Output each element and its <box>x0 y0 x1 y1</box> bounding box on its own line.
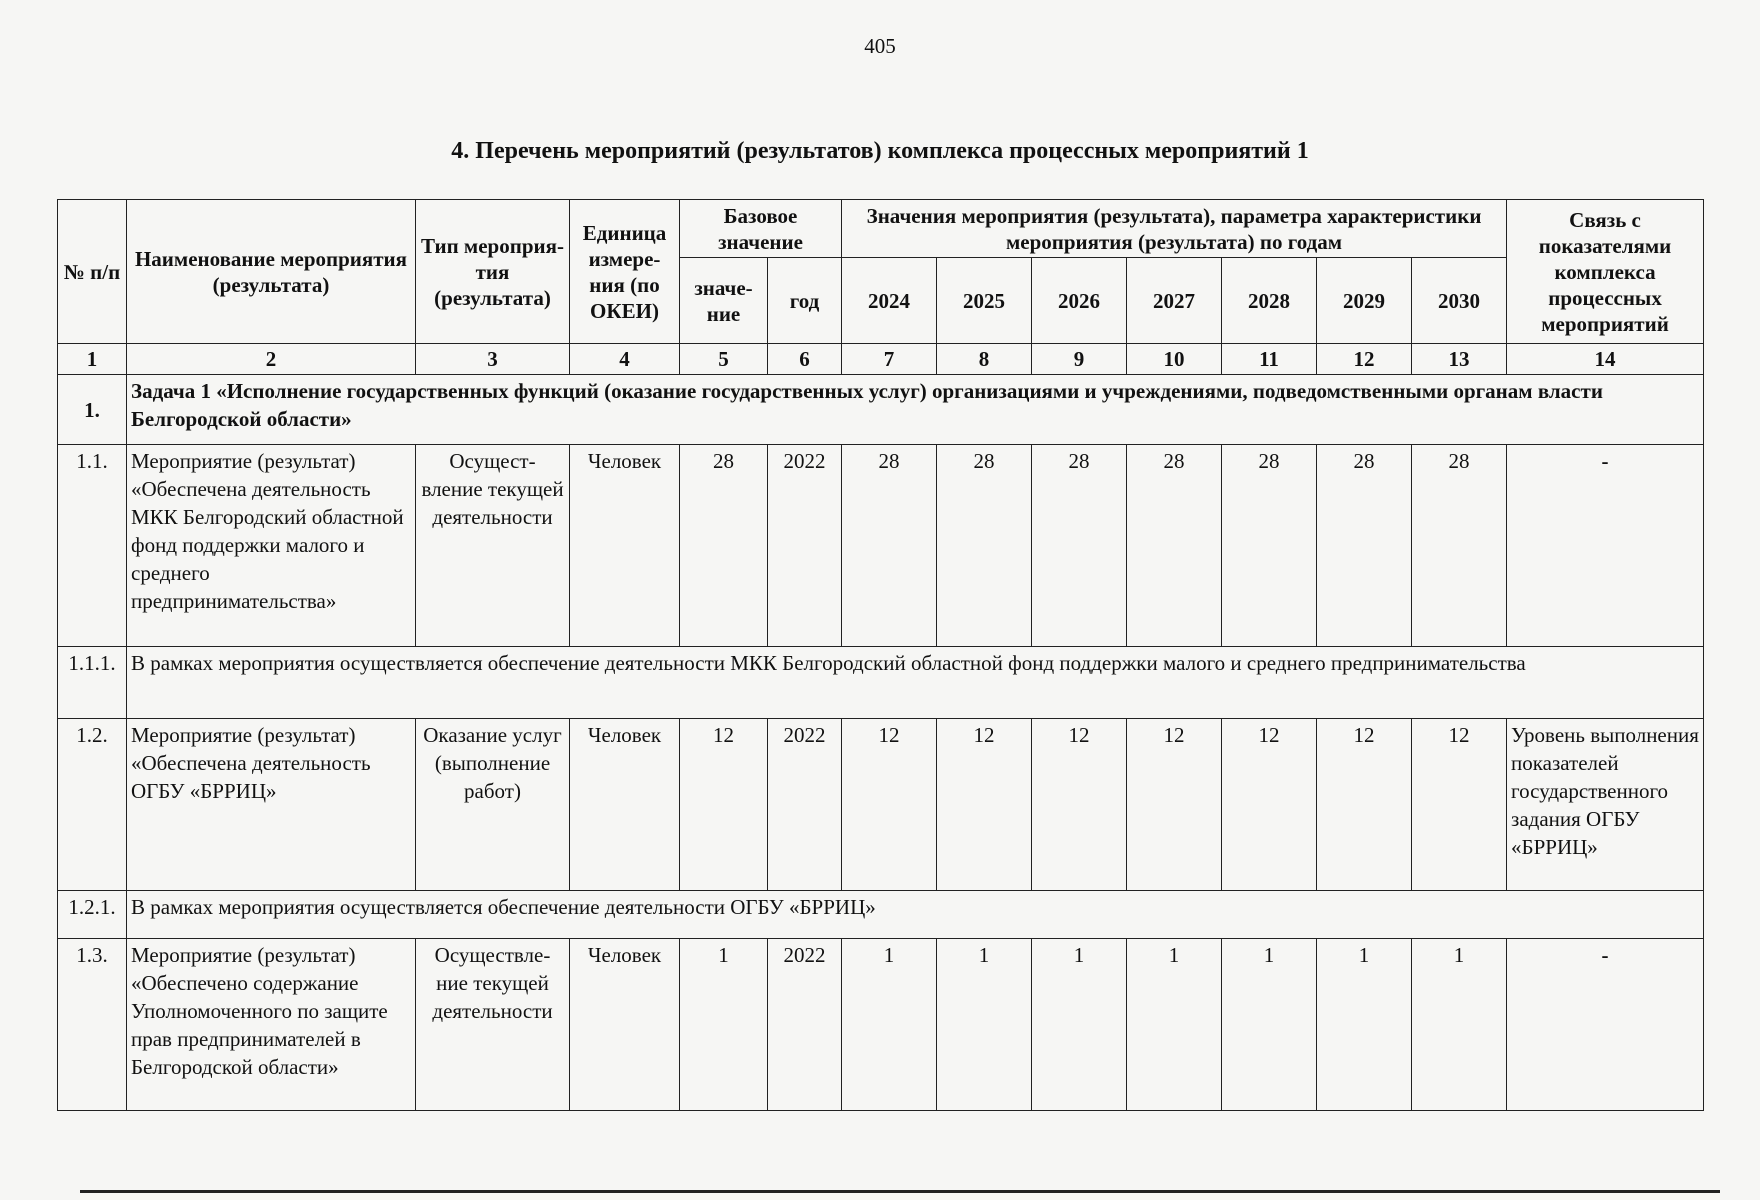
row-sub-text: В рамках мероприятия осуществляется обеспечение деятельности МКК Белгородский областной фонд поддержки малого и среднего предпринимательства <box>127 647 1704 719</box>
row-year-value: 12 <box>1127 719 1222 891</box>
row-year-value: 28 <box>1032 445 1127 647</box>
row-num: 1.1. <box>58 445 127 647</box>
task-text: Задача 1 «Исполнение государственных функций (оказание государственных услуг) организациями и учреждениями, подведомственными органам власти Белгородской области» <box>127 375 1704 445</box>
row-base-year: 2022 <box>768 719 842 891</box>
row-link: - <box>1507 939 1704 1111</box>
header-year: 2028 <box>1222 258 1317 344</box>
row-base-year: 2022 <box>768 445 842 647</box>
row-year-value: 12 <box>1222 719 1317 891</box>
header-base: Базовое значение <box>680 200 842 258</box>
row-year-value: 12 <box>937 719 1032 891</box>
column-number: 4 <box>570 344 680 375</box>
header-year: 2029 <box>1317 258 1412 344</box>
column-number: 7 <box>842 344 937 375</box>
row-year-value: 1 <box>1222 939 1317 1111</box>
row-type: Осуществле-ние текущей деятельности <box>416 939 570 1111</box>
column-number: 9 <box>1032 344 1127 375</box>
header-unit: Единица измере-ния (по ОКЕИ) <box>570 200 680 344</box>
row-year-value: 1 <box>937 939 1032 1111</box>
row-year-value: 1 <box>1032 939 1127 1111</box>
row-type: Оказание услуг (выполнение работ) <box>416 719 570 891</box>
row-base-value: 28 <box>680 445 768 647</box>
column-number-row <box>58 344 1704 375</box>
row-year-value: 12 <box>1032 719 1127 891</box>
header-type: Тип мероприя-тия (результата) <box>416 200 570 344</box>
column-number: 14 <box>1507 344 1704 375</box>
row-base-year: 2022 <box>768 939 842 1111</box>
row-year-value: 12 <box>842 719 937 891</box>
row-year-value: 28 <box>1127 445 1222 647</box>
header-year: 2026 <box>1032 258 1127 344</box>
task-row <box>58 375 1704 445</box>
row-sub-num: 1.2.1. <box>58 891 127 939</box>
column-number: 6 <box>768 344 842 375</box>
header-yearly: Значения мероприятия (результата), параметра характеристики мероприятия (результата) по годам <box>842 200 1507 258</box>
header-link: Связь с показателями комплекса процессных мероприятий <box>1507 200 1704 344</box>
row-year-value: 1 <box>1127 939 1222 1111</box>
row-unit: Человек <box>570 939 680 1111</box>
row-year-value: 28 <box>937 445 1032 647</box>
column-number: 10 <box>1127 344 1222 375</box>
header-year: 2024 <box>842 258 937 344</box>
header-year: 2030 <box>1412 258 1507 344</box>
row-year-value: 28 <box>842 445 937 647</box>
header-year: 2027 <box>1127 258 1222 344</box>
column-number: 11 <box>1222 344 1317 375</box>
column-number: 2 <box>127 344 416 375</box>
table-row <box>58 719 1704 891</box>
row-sub-text: В рамках мероприятия осуществляется обеспечение деятельности ОГБУ «БРРИЦ» <box>127 891 1704 939</box>
row-year-value: 1 <box>842 939 937 1111</box>
row-name: Мероприятие (результат) «Обеспечена деятельность МКК Белгородский областной фонд поддержки малого и среднего предпринимательства» <box>127 445 416 647</box>
row-link: Уровень выполнения показателей государственного задания ОГБУ «БРРИЦ» <box>1507 719 1704 891</box>
table-row <box>58 647 1704 719</box>
row-year-value: 1 <box>1317 939 1412 1111</box>
row-name: Мероприятие (результат) «Обеспечено содержание Уполномоченного по защите прав предпринимателей в Белгородской области» <box>127 939 416 1111</box>
header-year: 2025 <box>937 258 1032 344</box>
row-unit: Человек <box>570 445 680 647</box>
row-year-value: 1 <box>1412 939 1507 1111</box>
row-num: 1.3. <box>58 939 127 1111</box>
page-bottom-rule <box>80 1190 1720 1193</box>
column-number: 13 <box>1412 344 1507 375</box>
row-base-value: 12 <box>680 719 768 891</box>
header-base-year: год <box>768 258 842 344</box>
row-unit: Человек <box>570 719 680 891</box>
row-num: 1.2. <box>58 719 127 891</box>
row-sub-num: 1.1.1. <box>58 647 127 719</box>
header-row-1 <box>58 200 1704 258</box>
row-year-value: 28 <box>1222 445 1317 647</box>
column-number: 12 <box>1317 344 1412 375</box>
column-number: 1 <box>58 344 127 375</box>
row-year-value: 28 <box>1317 445 1412 647</box>
row-link: - <box>1507 445 1704 647</box>
header-base-value: значе-ние <box>680 258 768 344</box>
row-year-value: 12 <box>1412 719 1507 891</box>
column-number: 8 <box>937 344 1032 375</box>
page-number: 405 <box>864 34 896 58</box>
row-base-value: 1 <box>680 939 768 1111</box>
row-year-value: 28 <box>1412 445 1507 647</box>
row-name: Мероприятие (результат) «Обеспечена деятельность ОГБУ «БРРИЦ» <box>127 719 416 891</box>
column-number: 3 <box>416 344 570 375</box>
header-name: Наименование мероприятия (результата) <box>127 200 416 344</box>
header-num: № п/п <box>58 200 127 344</box>
row-year-value: 12 <box>1317 719 1412 891</box>
column-number: 5 <box>680 344 768 375</box>
row-type: Осущест-вление текущей деятельности <box>416 445 570 647</box>
table-row <box>58 939 1704 1111</box>
page-title: 4. Перечень мероприятий (результатов) комплекса процессных мероприятий 1 <box>451 138 1309 164</box>
table-row <box>58 891 1704 939</box>
measures-table <box>57 199 1704 1111</box>
table-row <box>58 445 1704 647</box>
task-num: 1. <box>58 375 127 445</box>
